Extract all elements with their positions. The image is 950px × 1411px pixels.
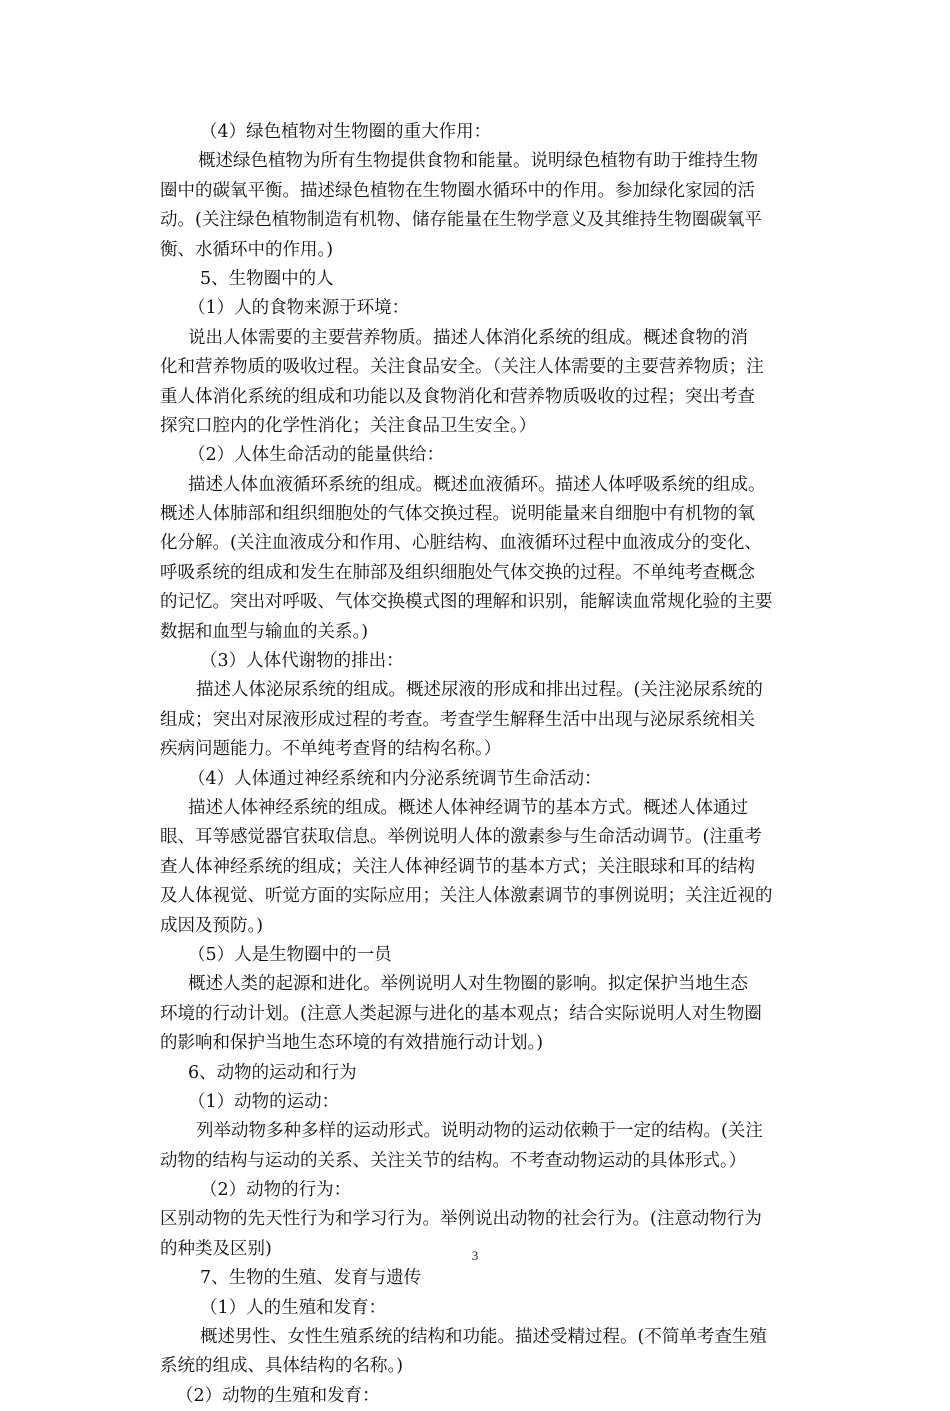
text-line: 化和营养物质的吸收过程。关注食品安全。（关注人体需要的主要营养物质；注 [160,357,764,378]
text-line: 探究口腔内的化学性消化；关注食品卫生安全。） [160,415,537,436]
text-line: 的种类及区别) [160,1238,272,1259]
text-line: 7、生物的生殖、发育与遗传 [200,1268,422,1289]
text-line: 说出人体需要的主要营养物质。描述人体消化系统的组成。概述食物的消 [188,327,748,348]
text-line: 6、动物的运动和行为 [188,1062,357,1083]
text-line: 眼、耳等感觉器官获取信息。举例说明人体的激素参与生命活动调节。(注重考 [160,827,762,848]
text-line: 疾病问题能力。不单纯考查肾的结构名称。） [160,739,502,760]
text-line: 系统的组成、具体结构的名称。) [160,1356,404,1377]
text-line: （4）绿色植物对生物圈的重大作用： [200,122,492,142]
body-text [160,118,810,1411]
text-line: （1）人的食物来源于环境： [188,298,410,319]
text-line: 5、生物圈中的人 [200,268,334,289]
text-line: 描述人体神经系统的组成。概述人体神经调节的基本方式。概述人体通过 [188,797,748,818]
text-line: 查人体神经系统的组成；关注人体神经调节的基本方式；关注眼球和耳的结构 [160,856,755,877]
text-line: 动物的结构与运动的关系、关注关节的结构。不考查动物运动的具体形式。） [160,1150,747,1171]
text-line: 列举动物多种多样的运动形式。说明动物的运动依赖于一定的结构。(关注 [196,1121,763,1142]
text-line: 数据和血型与输血的关系。) [160,621,369,642]
text-line: 概述人体肺部和组织细胞处的气体交换过程。说明能量来自细胞中有机物的氧 [160,504,755,525]
text-line: 组成；突出对尿液形成过程的考查。考查学生解释生活中出现与泌尿系统相关 [160,709,755,730]
text-line: 描述人体泌尿系统的组成。概述尿液的形成和排出过程。(关注泌尿系统的 [196,680,763,701]
text-line: 衡、水循环中的作用。) [160,239,334,260]
text-line: 呼吸系统的组成和发生在肺部及组织细胞处气体交换的过程。不单纯考查概念 [160,562,755,583]
page-number: 3 [471,1248,479,1263]
text-line: 化分解。(关注血液成分和作用、心脏结构、血液循环过程中血液成分的变化、 [160,533,762,554]
text-line: 动。(关注绿色植物制造有机物、储存能量在生物学意义及其维持生物圈碳氧平 [160,210,762,231]
text-line: 圈中的碳氧平衡。描述绿色植物在生物圈水循环中的作用。参加绿化家园的活 [160,180,755,201]
text-line: （1）动物的运动： [188,1091,340,1112]
text-line: （4）人体通过神经系统和内分泌系统调节生命活动： [188,768,602,789]
text-line: （2）人体生命活动的能量供给： [188,445,445,466]
text-line: 成因及预防。) [160,915,264,936]
text-line: （3）人体代谢物的排出： [200,651,404,672]
text-line: （2）动物的行为： [200,1180,352,1201]
text-line: （5）人是生物圈中的一员 [188,944,392,965]
text-line: （2）动物的生殖和发育： [176,1385,380,1406]
text-line: 描述人体血液循环系统的组成。概述血液循环。描述人体呼吸系统的组成。 [188,474,766,495]
text-line: 区别动物的先天性行为和学习行为。举例说出动物的社会行为。(注意动物行为 [160,1209,762,1230]
text-line: （1）人的生殖和发育： [200,1297,387,1318]
text-line: 概述绿色植物为所有生物提供食物和能量。说明绿色植物有助于维持生物 [198,151,758,172]
text-line: 及人体视觉、听觉方面的实际应用；关注人体激素调节的事例说明；关注近视的 [160,886,773,907]
text-line: 环境的行动计划。(注意人类起源与进化的基本观点；结合实际说明人对生物圈 [160,1003,762,1024]
text-line: 重人体消化系统的组成和功能以及食物消化和营养物质吸收的过程；突出考查 [160,386,755,407]
text-line: 概述人类的起源和进化。举例说明人对生物圈的影响。拟定保护当地生态 [188,974,748,995]
text-line: 的影响和保护当地生态环境的有效措施行动计划。) [160,1033,544,1054]
text-line: 的记忆。突出对呼吸、气体交换模式图的理解和识别，能解读血常规化验的主要 [160,592,773,613]
text-line: 概述男性、女性生殖系统的结构和功能。描述受精过程。(不简单考查生殖 [200,1327,767,1348]
